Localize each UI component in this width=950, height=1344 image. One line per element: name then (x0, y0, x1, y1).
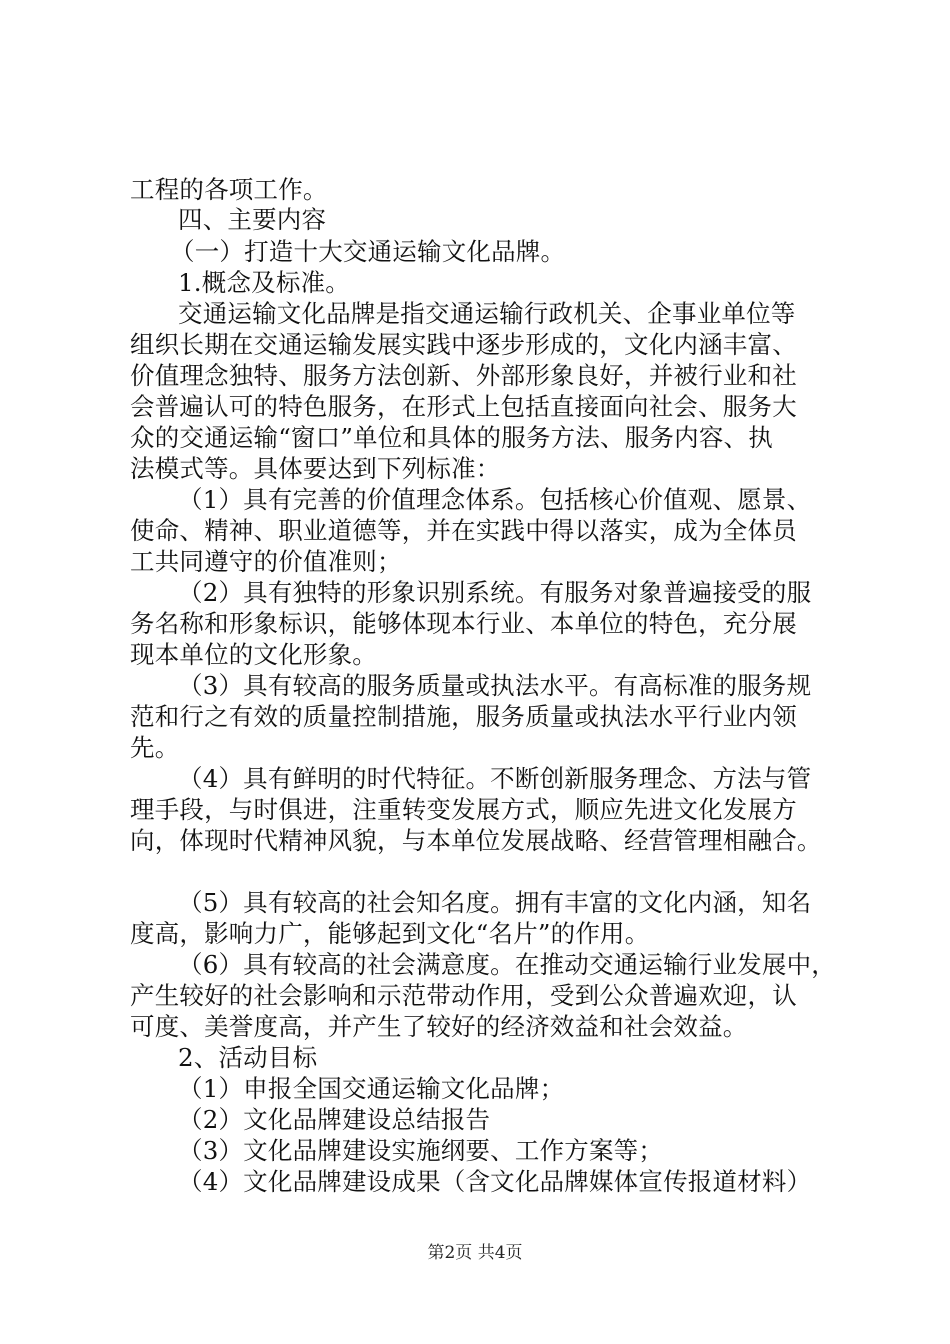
standard-item-3: （3）具有较高的服务质量或执法水平。有高标准的服务规 (178, 671, 812, 700)
item-heading: 2、活动目标 (178, 1043, 318, 1072)
section-heading: 四、主要内容 (178, 205, 327, 234)
paragraph-line: 价值理念独特、服务方法创新、外部形象良好，并被行业和社 (130, 361, 797, 390)
standard-item-4: （4）具有鲜明的时代特征。不断创新服务理念、方法与管 (178, 764, 812, 793)
paragraph-line: 产生较好的社会影响和示范带动作用，受到公众普遍欢迎，认 (130, 981, 797, 1010)
page-footer: 第2页 共4页 (427, 1243, 523, 1263)
standard-item-6: （6）具有较高的社会满意度。在推动交通运输行业发展中， (178, 950, 836, 979)
item-heading: 1.概念及标准。 (178, 268, 350, 297)
standard-item-1: （1）具有完善的价值理念体系。包括核心价值观、愿景、 (178, 485, 812, 514)
paragraph-line: 会普遍认可的特色服务，在形式上包括直接面向社会、服务大 (130, 392, 797, 421)
paragraph-line: 组织长期在交通运输发展实践中逐步形成的，文化内涵丰富、 (130, 330, 797, 359)
paragraph-line: 众的交通运输“窗口”单位和具体的服务方法、服务内容、执 (130, 423, 773, 452)
paragraph-line: 理手段，与时俱进，注重转变发展方式，顺应先进文化发展方 (130, 795, 797, 824)
goal-item-4: （4）文化品牌建设成果（含文化品牌媒体宣传报道材料） (178, 1167, 812, 1196)
paragraph-line: 现本单位的文化形象。 (130, 640, 377, 669)
text-line: 工程的各项工作。 (130, 175, 328, 204)
goal-item-3: （3）文化品牌建设实施纲要、工作方案等； (178, 1136, 664, 1165)
goal-item-1: （1）申报全国交通运输文化品牌； (178, 1074, 565, 1103)
paragraph-line: 工共同遵守的价值准则； (130, 547, 402, 576)
paragraph-line: 交通运输文化品牌是指交通运输行政机关、企事业单位等 (178, 299, 796, 328)
paragraph-line: 务名称和形象标识，能够体现本行业、本单位的特色，充分展 (130, 609, 797, 638)
paragraph-line: 使命、精神、职业道德等，并在实践中得以落实，成为全体员 (130, 516, 797, 545)
standard-item-5: （5）具有较高的社会知名度。拥有丰富的文化内涵，知名 (178, 888, 812, 917)
paragraph-line: 度高，影响力广，能够起到文化“名片”的作用。 (130, 919, 650, 948)
paragraph-line: 可度、美誉度高，并产生了较好的经济效益和社会效益。 (130, 1012, 748, 1041)
standard-item-2: （2）具有独特的形象识别系统。有服务对象普遍接受的服 (178, 578, 812, 607)
subsection-heading: （一）打造十大交通运输文化品牌。 (170, 237, 566, 266)
paragraph-line: 法模式等。具体要达到下列标准： (130, 454, 501, 483)
paragraph-line: 范和行之有效的质量控制措施，服务质量或执法水平行业内领 (130, 702, 797, 731)
paragraph-line: 向，体现时代精神风貌，与本单位发展战略、经营管理相融合。 (130, 826, 822, 855)
goal-item-2: （2）文化品牌建设总结报告 (178, 1105, 491, 1134)
paragraph-line: 先。 (130, 733, 180, 762)
